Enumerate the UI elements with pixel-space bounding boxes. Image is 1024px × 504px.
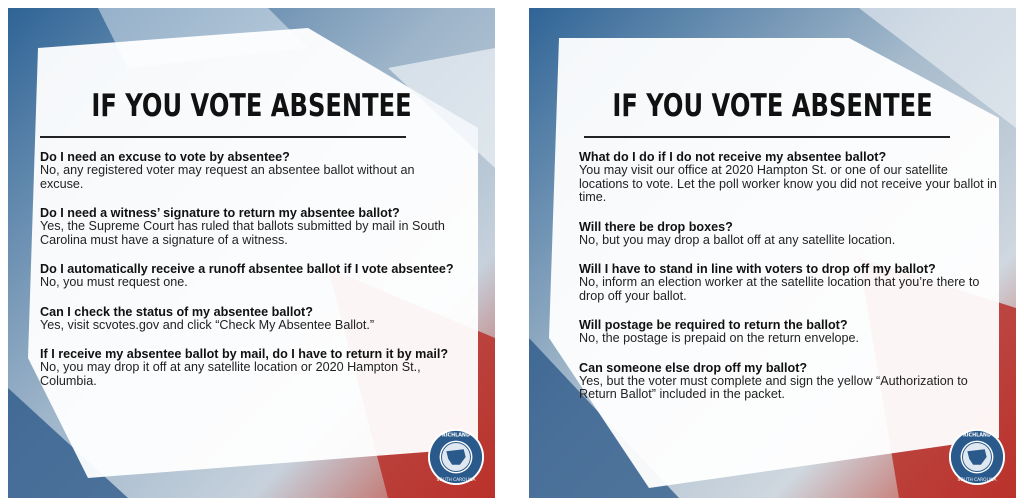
faq-item (40, 206, 460, 247)
county-seal-icon (427, 428, 485, 486)
svg-text:SOUTH CAROLINA: SOUTH CAROLINA (957, 478, 997, 484)
faq-question: What do I do if I do not receive my absentee ballot? (579, 150, 887, 164)
faq-answer: No, but you may drop a ballot off at any satellite location. (579, 232, 896, 247)
faq-item (579, 220, 999, 248)
faq-item (40, 150, 460, 191)
faq-list (579, 150, 999, 417)
faq-question: If I receive my absentee ballot by mail, do I have to return it by mail? (40, 347, 449, 361)
county-seal-icon (948, 428, 1006, 486)
faq-answer: Yes, but the voter must complete and sign the yellow “Authorization to Return Ballot” included in the packet. (579, 373, 968, 401)
faq-item (579, 361, 999, 402)
faq-question: Will I have to stand in line with voters to drop off my ballot? (579, 262, 936, 276)
faq-item (40, 347, 460, 388)
faq-question: Can I check the status of my absentee ballot? (40, 304, 313, 319)
faq-question: Will there be drop boxes? (579, 219, 733, 234)
faq-question: Will postage be required to return the ballot? (579, 318, 848, 332)
card-title: IF YOU VOTE ABSENTEE (91, 88, 412, 124)
svg-text:RICHLAND: RICHLAND (442, 433, 470, 439)
faq-answer: Yes, visit scvotes.gov and click “Check My Absentee Ballot.” (40, 317, 375, 332)
faq-list (40, 150, 460, 403)
faq-answer: No, you must request one. (40, 275, 188, 289)
faq-question: Do I automatically receive a runoff absentee ballot if I vote absentee? (40, 262, 454, 276)
title-divider (584, 136, 950, 138)
absentee-card-left (8, 8, 495, 498)
faq-item (40, 305, 460, 333)
faq-answer: No, you may drop it off at any satellite location or 2020 Hampton St., Columbia. (40, 360, 421, 388)
card-title: IF YOU VOTE ABSENTEE (612, 88, 933, 124)
faq-item (579, 150, 999, 205)
absentee-card-right (529, 8, 1016, 498)
faq-answer: You may visit our office at 2020 Hampton St. or one of our satellite locations to vote. Let the poll worker know you did not receive your ballot in time. (579, 163, 997, 204)
faq-answer: No, inform an election worker at the satellite location that you’re there to drop off your ballot. (579, 275, 980, 303)
faq-question: Do I need a witness’ signature to return my absentee ballot? (40, 206, 400, 220)
faq-answer: No, the postage is prepaid on the return envelope. (579, 331, 860, 345)
faq-answer: No, any registered voter may request an absentee ballot without an excuse. (40, 163, 415, 191)
faq-item (40, 262, 460, 290)
faq-item (579, 262, 999, 303)
title-divider (40, 136, 406, 138)
faq-item (579, 318, 999, 346)
faq-question: Do I need an excuse to vote by absentee? (40, 150, 290, 164)
faq-answer: Yes, the Supreme Court has ruled that ballots submitted by mail in South Carolina must have a signature of a witness. (40, 219, 445, 247)
svg-text:SOUTH CAROLINA: SOUTH CAROLINA (436, 478, 476, 484)
svg-text:RICHLAND: RICHLAND (963, 433, 991, 439)
faq-question: Can someone else drop off my ballot? (579, 360, 808, 375)
